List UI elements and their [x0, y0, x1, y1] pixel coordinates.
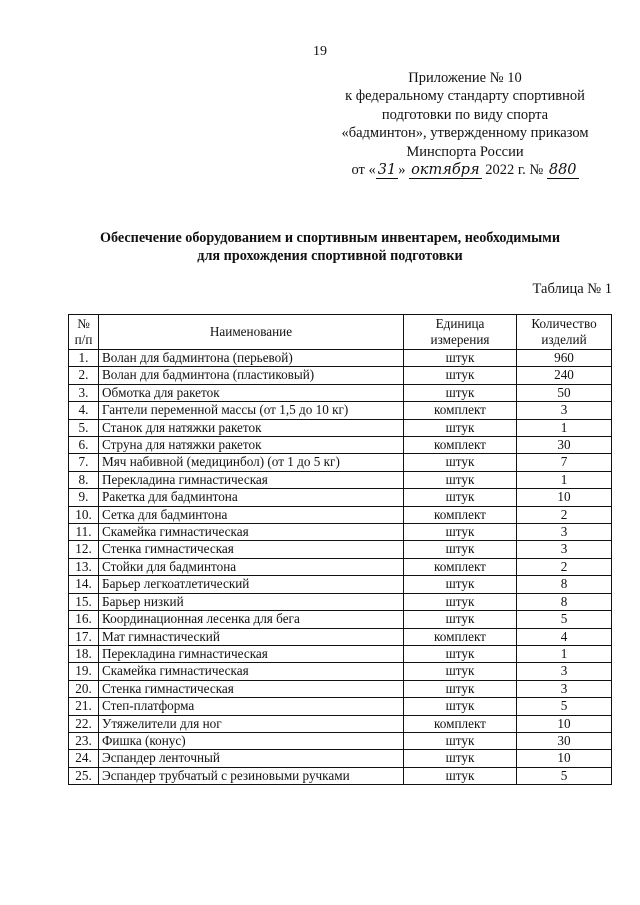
table-row — [69, 576, 612, 593]
item-unit: комплект — [404, 402, 517, 419]
item-name: Мяч набивной (медицинбол) (от 1 до 5 кг) — [99, 454, 404, 471]
item-unit: штук — [404, 611, 517, 628]
item-quantity: 3 — [517, 663, 612, 680]
item-unit: штук — [404, 384, 517, 401]
table-row — [69, 593, 612, 610]
row-number: 14. — [69, 576, 99, 593]
table-row — [69, 680, 612, 697]
item-quantity: 3 — [517, 402, 612, 419]
item-name: Сетка для бадминтона — [99, 506, 404, 523]
item-quantity: 3 — [517, 541, 612, 558]
item-name: Ракетка для бадминтона — [99, 489, 404, 506]
item-name: Перекладина гимнастическая — [99, 645, 404, 662]
item-quantity: 2 — [517, 506, 612, 523]
item-name: Обмотка для ракеток — [99, 384, 404, 401]
table-row — [69, 419, 612, 436]
table-row — [69, 437, 612, 454]
header-qty — [517, 315, 612, 350]
header-qty-line: изделий — [541, 332, 587, 347]
item-quantity: 240 — [517, 367, 612, 384]
table-row — [69, 506, 612, 523]
item-quantity: 7 — [517, 454, 612, 471]
item-name: Эспандер трубчатый с резиновыми ручками — [99, 767, 404, 784]
item-unit: комплект — [404, 715, 517, 732]
item-unit: комплект — [404, 506, 517, 523]
item-name: Волан для бадминтона (перьевой) — [99, 350, 404, 367]
table-row — [69, 628, 612, 645]
title-line: Обеспечение оборудованием и спортивным инвентарем, необходимыми — [99, 230, 561, 246]
header-num — [69, 315, 99, 350]
item-unit: штук — [404, 419, 517, 436]
item-name: Струна для натяжки ракеток — [99, 437, 404, 454]
item-quantity: 30 — [517, 732, 612, 749]
item-unit: штук — [404, 732, 517, 749]
row-number: 9. — [69, 489, 99, 506]
row-number: 25. — [69, 767, 99, 784]
row-number: 5. — [69, 419, 99, 436]
item-quantity: 2 — [517, 558, 612, 575]
item-quantity: 5 — [517, 767, 612, 784]
item-quantity: 10 — [517, 715, 612, 732]
item-quantity: 8 — [517, 576, 612, 593]
item-name: Фишка (конус) — [99, 732, 404, 749]
item-name: Скамейка гимнастическая — [99, 524, 404, 541]
table-row — [69, 698, 612, 715]
item-name: Утяжелители для ног — [99, 715, 404, 732]
row-number: 7. — [69, 454, 99, 471]
item-quantity: 10 — [517, 489, 612, 506]
order-number: 880 — [548, 162, 577, 179]
table-body — [69, 350, 612, 785]
item-name: Перекладина гимнастическая — [99, 471, 404, 488]
item-unit: штук — [404, 489, 517, 506]
table-header-row — [69, 315, 612, 350]
header-num-line: № — [77, 316, 90, 331]
table-row — [69, 663, 612, 680]
table-row — [69, 524, 612, 541]
row-number: 24. — [69, 750, 99, 767]
table-row — [69, 454, 612, 471]
item-unit: штук — [404, 680, 517, 697]
item-unit: штук — [404, 698, 517, 715]
table-row — [69, 732, 612, 749]
item-name: Скамейка гимнастическая — [99, 663, 404, 680]
item-name: Координационная лесенка для бега — [99, 611, 404, 628]
row-number: 17. — [69, 628, 99, 645]
row-number: 1. — [69, 350, 99, 367]
item-name: Стойки для бадминтона — [99, 558, 404, 575]
item-name: Мат гимнастический — [99, 628, 404, 645]
item-name: Барьер низкий — [99, 593, 404, 610]
table-row — [69, 350, 612, 367]
header-num-line: п/п — [74, 332, 93, 347]
appendix-block — [320, 69, 610, 179]
item-quantity: 4 — [517, 628, 612, 645]
item-quantity: 1 — [517, 419, 612, 436]
item-quantity: 8 — [517, 593, 612, 610]
item-unit: штук — [404, 350, 517, 367]
title-line: для прохождения спортивной подготовки — [197, 248, 463, 264]
item-quantity: 960 — [517, 350, 612, 367]
date-quote: » — [398, 162, 406, 179]
item-quantity: 10 — [517, 750, 612, 767]
header-qty-line: Количество — [531, 316, 597, 331]
row-number: 2. — [69, 367, 99, 384]
equipment-table — [68, 314, 612, 785]
row-number: 8. — [69, 471, 99, 488]
item-unit: штук — [404, 593, 517, 610]
item-name: Стенка гимнастическая — [99, 541, 404, 558]
date-month: октября — [411, 162, 480, 179]
header-unit-line: измерения — [430, 332, 490, 347]
document-title — [40, 229, 620, 265]
item-name: Эспандер ленточный — [99, 750, 404, 767]
table-row — [69, 645, 612, 662]
item-quantity: 5 — [517, 611, 612, 628]
date-day: 31 — [377, 162, 397, 179]
item-unit: штук — [404, 471, 517, 488]
row-number: 21. — [69, 698, 99, 715]
item-unit: штук — [404, 367, 517, 384]
item-quantity: 3 — [517, 524, 612, 541]
item-name: Барьер легкоатлетический — [99, 576, 404, 593]
item-quantity: 1 — [517, 645, 612, 662]
row-number: 18. — [69, 645, 99, 662]
table-row — [69, 384, 612, 401]
item-unit: комплект — [404, 437, 517, 454]
table-row — [69, 367, 612, 384]
table-row — [69, 558, 612, 575]
item-name: Гантели переменной массы (от 1,5 до 10 кг) — [99, 402, 404, 419]
row-number: 3. — [69, 384, 99, 401]
item-unit: штук — [404, 454, 517, 471]
row-number: 23. — [69, 732, 99, 749]
appendix-line: к федеральному стандарту спортивной — [345, 88, 585, 105]
item-name: Степ-платформа — [99, 698, 404, 715]
row-number: 16. — [69, 611, 99, 628]
item-quantity: 30 — [517, 437, 612, 454]
item-unit: комплект — [404, 558, 517, 575]
row-number: 6. — [69, 437, 99, 454]
row-number: 22. — [69, 715, 99, 732]
item-unit: комплект — [404, 628, 517, 645]
row-number: 12. — [69, 541, 99, 558]
item-name: Станок для натяжки ракеток — [99, 419, 404, 436]
header-name: Наименование — [99, 315, 404, 350]
table-row — [69, 541, 612, 558]
date-prefix: от « — [351, 162, 376, 179]
appendix-title: Приложение № 10 — [408, 70, 522, 86]
table-caption: Таблица № 1 — [532, 281, 612, 297]
appendix-line: «бадминтон», утвержденному приказом — [341, 125, 589, 142]
row-number: 13. — [69, 558, 99, 575]
table-row — [69, 402, 612, 419]
item-unit: штук — [404, 645, 517, 662]
row-number: 4. — [69, 402, 99, 419]
date-year: 2022 г. № — [485, 162, 544, 179]
row-number: 10. — [69, 506, 99, 523]
item-unit: штук — [404, 576, 517, 593]
item-name: Волан для бадминтона (пластиковый) — [99, 367, 404, 384]
appendix-line: подготовки по виду спорта — [381, 106, 549, 123]
row-number: 19. — [69, 663, 99, 680]
table-row — [69, 471, 612, 488]
page-number: 19 — [313, 44, 327, 59]
item-name: Стенка гимнастическая — [99, 680, 404, 697]
item-quantity: 3 — [517, 680, 612, 697]
header-unit-line: Единица — [435, 316, 485, 331]
item-quantity: 5 — [517, 698, 612, 715]
item-unit: штук — [404, 663, 517, 680]
item-unit: штук — [404, 750, 517, 767]
item-unit: штук — [404, 767, 517, 784]
table-row — [69, 750, 612, 767]
header-unit — [404, 315, 517, 350]
table-row — [69, 767, 612, 784]
table-row — [69, 715, 612, 732]
row-number: 15. — [69, 593, 99, 610]
table-row — [69, 611, 612, 628]
appendix-line: Минспорта России — [406, 143, 524, 160]
item-unit: штук — [404, 541, 517, 558]
row-number: 11. — [69, 524, 99, 541]
order-date-line — [320, 161, 610, 179]
item-quantity: 50 — [517, 384, 612, 401]
row-number: 20. — [69, 680, 99, 697]
item-unit: штук — [404, 524, 517, 541]
table-row — [69, 489, 612, 506]
item-quantity: 1 — [517, 471, 612, 488]
